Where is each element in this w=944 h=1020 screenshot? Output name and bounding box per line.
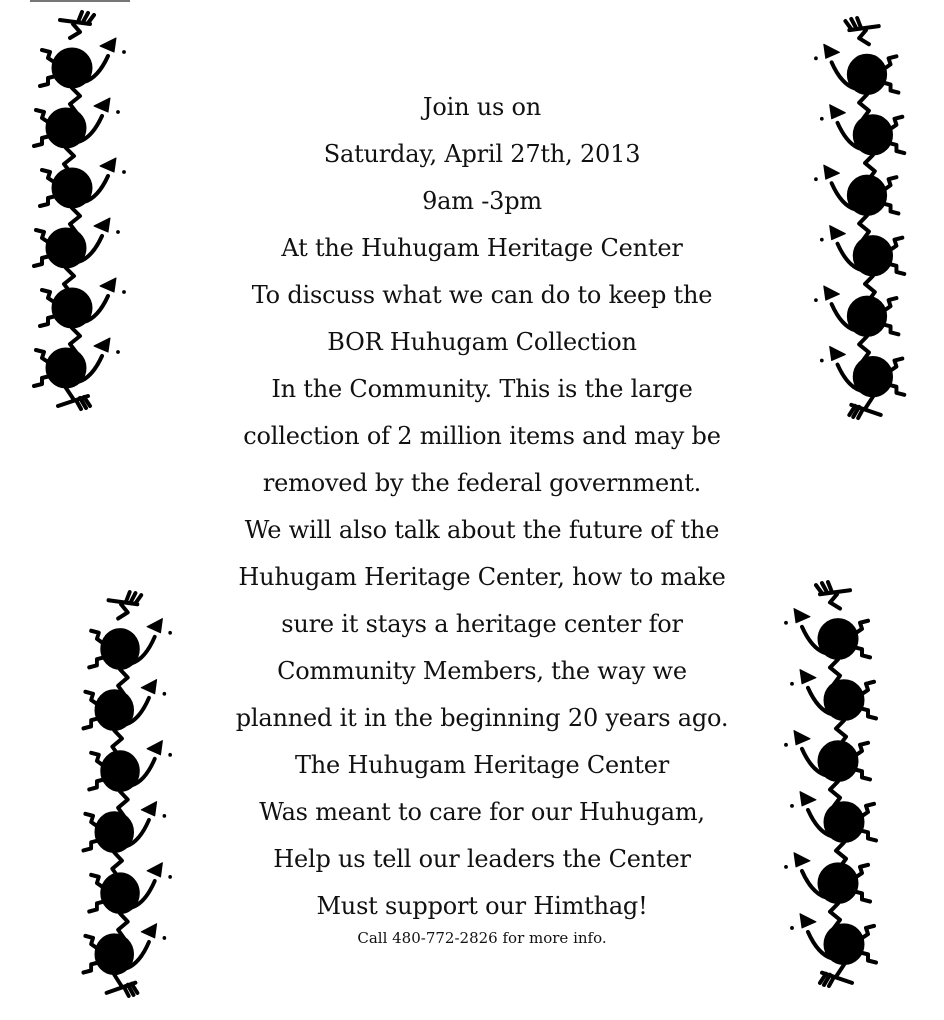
- flyer-line: The Huhugam Heritage Center: [294, 751, 670, 779]
- flyer-line: removed by the federal government.: [262, 469, 702, 497]
- flyer-line: At the Huhugam Heritage Center: [281, 234, 683, 262]
- figure-chain-icon: [18, 8, 128, 413]
- flyer-line: Must support our Himthag!: [316, 892, 648, 920]
- flyer-body: [180, 84, 784, 950]
- flyer-line: Huhugam Heritage Center, how to make: [238, 563, 726, 591]
- flyer-line: We will also talk about the future of the: [244, 516, 720, 544]
- flyer-line: Community Members, the way we: [277, 657, 687, 685]
- flyer-line: To discuss what we can do to keep the: [251, 281, 713, 309]
- flyer-line: planned it in the beginning 20 years ago.: [235, 704, 729, 732]
- flyer-line: BOR Huhugam Collection: [327, 328, 637, 356]
- top-rule: [30, 0, 130, 2]
- flyer-line: Join us on: [422, 93, 542, 121]
- flyer-line: sure it stays a heritage center for: [281, 610, 683, 638]
- figure-chain-icon: [68, 588, 174, 1000]
- flyer-line: collection of 2 million items and may be: [243, 422, 721, 450]
- flyer-line: In the Community. This is the large: [271, 375, 693, 403]
- flyer-line: Saturday, April 27th, 2013: [323, 140, 641, 168]
- figure-chain-icon: [782, 578, 892, 990]
- contact-info: Call 480-772-2826 for more info.: [357, 929, 607, 947]
- flyer-line: Was meant to care for our Huhugam,: [259, 798, 705, 826]
- flyer-line: Help us tell our leaders the Center: [273, 845, 691, 873]
- flyer-line: 9am -3pm: [422, 187, 542, 215]
- figure-chain-icon: [812, 14, 920, 422]
